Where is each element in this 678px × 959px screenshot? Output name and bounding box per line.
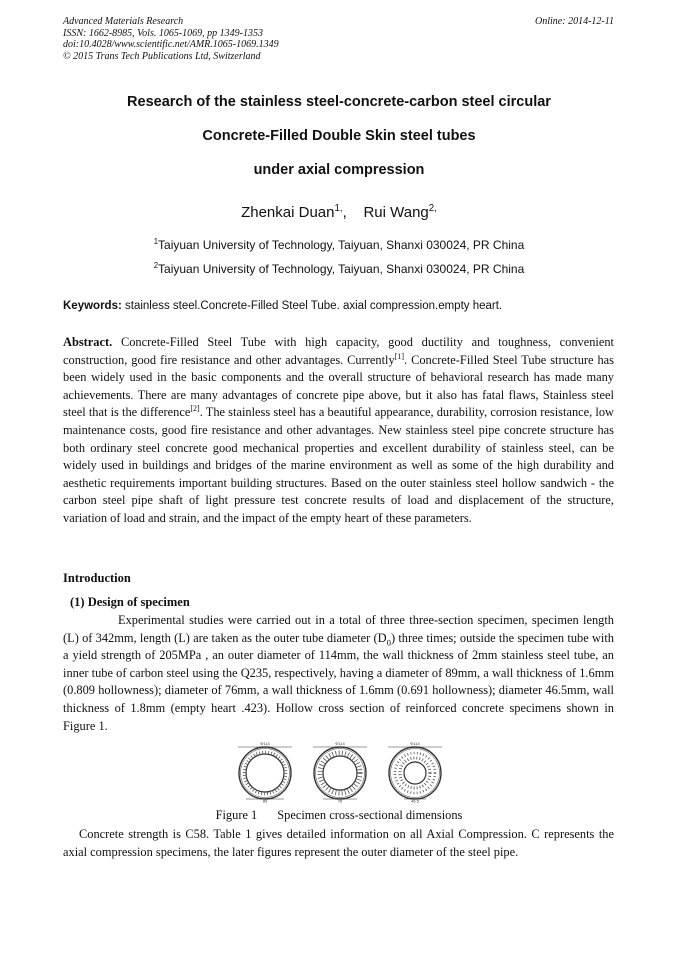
- figure-caption-text: Specimen cross-sectional dimensions: [277, 808, 463, 822]
- subsection-heading: (1) Design of specimen: [70, 595, 190, 609]
- abstract-text: . The stainless steel has a beautiful appearance, durability, corrosion resistance, low maintenance costs, good fire resistance and other advantages. New stainless steel pipe concrete structure has both ordinary steel concrete good mechanical properties and excellent durability of stainless steel, can be widely used in buildings and bridges of the marine environment as well as some of the high durability and aesthetic requirements important building structures. Based on the outer stainless steel hollow sandwich - the carbon steel pipe shaft of light pressure test concrete results of load and displacement of the structure, variation of load and strain, and the impact of the empty heart of these parameters.: [63, 405, 614, 525]
- inner-tube: [323, 756, 357, 790]
- dimension-label: 89: [262, 798, 268, 803]
- online-date: Online: 2014-12-11: [535, 16, 614, 27]
- affiliation-2: [0, 262, 678, 276]
- concrete-fill: [244, 752, 286, 794]
- doi-line: doi:10.4028/www.scientific.net/AMR.1065-1069.1349: [63, 39, 279, 50]
- journal-name: Advanced Materials Research: [63, 16, 184, 27]
- abstract: [63, 334, 614, 528]
- section-heading: Introduction: [63, 571, 131, 585]
- dimension-label: Φ114: [260, 741, 270, 746]
- citation-ref: [2]: [190, 404, 200, 414]
- keywords-text: stainless steel.Concrete-Filled Steel Tube. axial compression.empty heart.: [125, 300, 503, 312]
- concrete-fill: [320, 753, 360, 793]
- copyright-line: © 2015 Trans Tech Publications Ltd, Switzerland: [63, 50, 261, 62]
- author-separator: ,: [342, 204, 347, 221]
- keywords: [63, 300, 614, 312]
- author-list: [0, 204, 678, 221]
- page-header: [63, 16, 614, 62]
- keywords-label: Keywords:: [63, 300, 122, 312]
- dimension-label: 76: [337, 798, 343, 803]
- affiliation-mark: 1: [153, 237, 159, 246]
- cross-section-figure: [230, 741, 450, 803]
- author-affil-mark: 1,: [334, 203, 343, 214]
- specimen-section-3: [388, 741, 442, 803]
- paper-title-line-1: Research of the stainless steel-concrete-carbon steel circular: [127, 94, 551, 110]
- citation-ref: [1]: [394, 351, 405, 361]
- paragraph-text: Experimental studies were carried out in a total of three three-section specimen, specimen length (L) of 342mm, length (L) are taken as the outer tube diameter (D: [63, 613, 614, 645]
- dimension-label: Φ114: [410, 741, 420, 746]
- dimension-label: 46.5: [411, 798, 419, 803]
- abstract-text: Concrete-Filled Steel Tube with high capacity, good ductility and toughness, convenient construction, good fire resistance and other advantages. Currently: [63, 335, 614, 367]
- issn-line: ISSN: 1662-8985, Vols. 1065-1069, pp 1349-1353: [63, 27, 263, 39]
- figure-caption: [0, 808, 678, 823]
- figure-label: Figure 1: [215, 808, 258, 822]
- paragraph-text: ) three times; outside the specimen tube with a yield strength of 205MPa , an outer diameter of 114mm, the wall thickness of 2mm stainless steel tube, an inner tube of carbon steel using the Q235, respectively, having a diameter of 89mm, a wall thickness of 1.6mm (0.809 hollowness); diameter of 76mm, a wall thickness of 1.6mm (0.691 hollowness); diameter 46.5mm, wall thickness of 1.8mm (empty heart .423). Hollow cross section of reinforced concrete specimens shown in Figure 1.: [63, 630, 614, 733]
- affiliation-mark: 2: [153, 261, 159, 270]
- subscript: 0: [386, 637, 391, 648]
- author-name: Rui Wang: [363, 204, 429, 221]
- dimension-label: Φ114: [335, 741, 345, 746]
- affiliation-text: Taiyuan University of Technology, Taiyuan, Shanxi 030024, PR China: [158, 238, 525, 252]
- author-name: Zhenkai Duan: [241, 204, 335, 221]
- outer-tube-inner-wall: [391, 749, 440, 798]
- abstract-label: Abstract.: [63, 335, 113, 349]
- paper-title-line-3: under axial compression: [253, 162, 425, 178]
- author-affil-mark: 2,: [428, 203, 437, 214]
- paper-title-line-2: Concrete-Filled Double Skin steel tubes: [202, 128, 476, 144]
- outer-tube: [239, 747, 291, 799]
- inner-tube: [404, 762, 426, 784]
- affiliation-1: [0, 238, 678, 252]
- outer-tube-inner-wall: [241, 749, 290, 798]
- specimen-section-2: [313, 741, 367, 803]
- specimen-section-1: [238, 741, 292, 803]
- inner-tube: [246, 754, 284, 792]
- affiliation-text: Taiyuan University of Technology, Taiyuan, Shanxi 030024, PR China: [158, 262, 525, 276]
- concrete-paragraph: Concrete strength is C58. Table 1 gives detailed information on all Axial Compression. C represents the axial compression specimens, the later figures represent the outer diameter of the steel pipe.: [63, 827, 614, 859]
- outer-tube: [389, 747, 441, 799]
- abstract-text: . Concrete-Filled Steel Tube structure has been widely used in the basic components and the overall structure of behavioral research has made many achievements. There are many advantages of concrete pipe above, but it also has fatal flaws, Stainless steel steel that is the difference: [63, 352, 614, 420]
- specimen-paragraph: [63, 612, 614, 735]
